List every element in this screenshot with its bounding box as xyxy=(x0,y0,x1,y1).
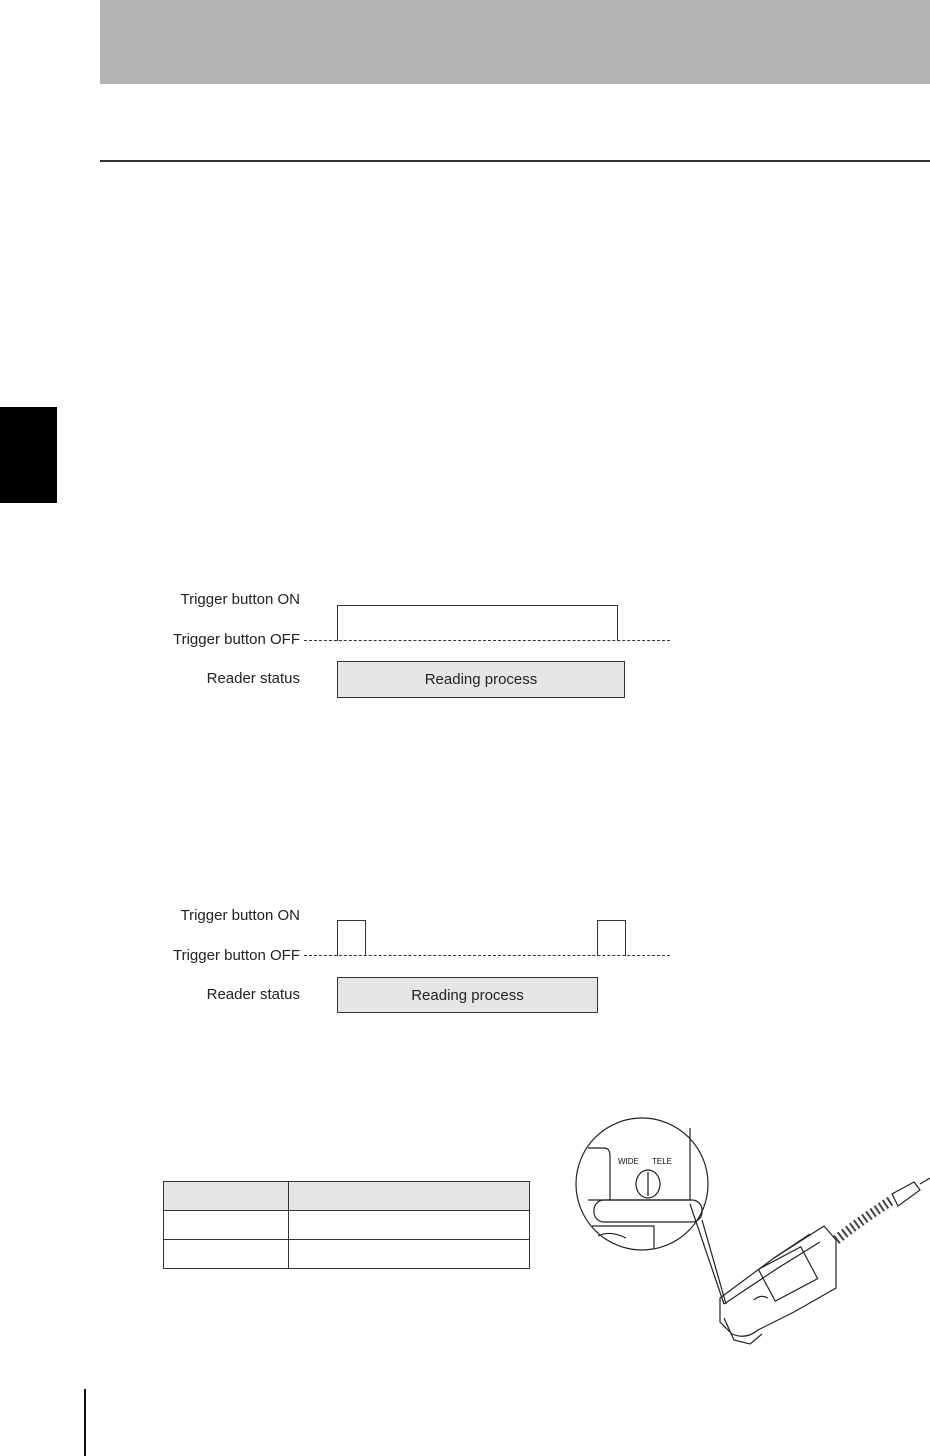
trigger-off-label: Trigger button OFF xyxy=(173,631,300,648)
zoom-inset-circle xyxy=(576,1118,708,1250)
trigger-pulse-long xyxy=(337,605,618,641)
tele-label: TELE xyxy=(652,1157,673,1166)
reader-status-label: Reader status xyxy=(206,986,300,1003)
reading-process-bar: Reading process xyxy=(337,977,598,1013)
chapter-side-tab xyxy=(0,407,57,503)
page-footer-rule xyxy=(84,1389,86,1456)
table-header-row xyxy=(164,1182,530,1211)
trigger-pulse-start xyxy=(337,920,366,956)
handheld-reader-illustration xyxy=(574,1108,930,1348)
chapter-header-band xyxy=(100,0,930,84)
table-row xyxy=(164,1211,530,1240)
table-cell xyxy=(164,1211,289,1240)
table-row xyxy=(164,1240,530,1269)
table-header-cell xyxy=(164,1182,289,1211)
trigger-on-label: Trigger button ON xyxy=(180,907,300,924)
trigger-pulse-stop xyxy=(597,920,626,956)
table-cell xyxy=(289,1211,530,1240)
trigger-on-label: Trigger button ON xyxy=(180,591,300,608)
section-title-rule xyxy=(100,160,930,162)
wide-label: WIDE xyxy=(618,1157,639,1166)
reading-process-bar: Reading process xyxy=(337,661,625,698)
table-cell xyxy=(289,1240,530,1269)
table-header-cell xyxy=(289,1182,530,1211)
zoom-setting-table xyxy=(163,1181,530,1269)
table-cell xyxy=(164,1240,289,1269)
reader-status-label: Reader status xyxy=(206,670,300,687)
trigger-off-label: Trigger button OFF xyxy=(173,947,300,964)
